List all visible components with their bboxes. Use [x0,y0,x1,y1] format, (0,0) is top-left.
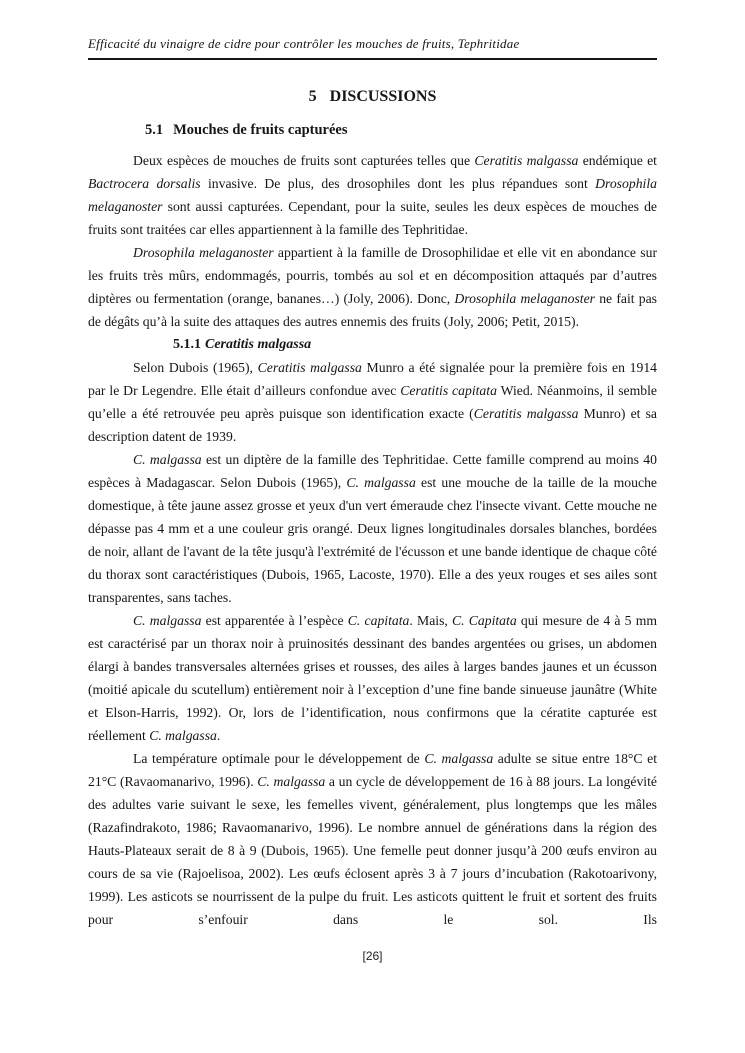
heading-5-1 [88,121,657,140]
heading-5-1-1 [88,333,657,356]
heading-5-1-1-number: 5.1.1 [173,337,201,352]
paragraph: Deux espèces de mouches de fruits sont capturées telles que Ceratitis malgassa endémique et Bactrocera dorsalis invasive. De plus, des drosophiles dont les plus répandues sont Drosophila melaganoster sont aussi capturées. Cependant, pour la suite, seules les deux espèces de mouches de fruits sont traitées car elles appartiennent à la famille des Tephritidae. [88,153,657,237]
running-title: Efficacité du vinaigre de cidre pour contrôler les mouches de fruits, Tephritidae [88,36,520,51]
text-block [88,0,657,931]
chapter-title [88,87,657,107]
chapter-number: 5 [308,88,317,105]
paragraph: Drosophila melaganoster appartient à la famille de Drosophilidae et elle vit en abondance sur les fruits très mûrs, endommagés, pourris, tombés au sol et en décomposition attaqués par d’autres diptères ou fermentation (orange, bananes…) (Joly, 2006). Donc, Drosophila melaganoster ne fait pas de dégâts qu’à la suite des attaques des autres ennemis des fruits (Joly, 2006; Petit, 2015). [88,245,658,329]
page-number: [26] [362,949,383,963]
paragraph: C. malgassa est apparentée à l’espèce C. capitata. Mais, C. Capitata qui mesure de 4 à 5 mm est caractérisé par un thorax noir à pruinosités dessinant des bandes argentées ou grises, un abdomen élargi à bandes transversales alternées grises et rousses, des ailes à larges bandes jaunes et un écusson (moitié apicale du scutellum) entièrement noir à l’exception d’une fine bande sinueuse jaunâtre (White et Elson-Harris, 1992). Or, lors de l’identification, nous confirmons que la cératite capturée est réellement C. malgassa. [88,613,657,743]
running-header [88,0,657,52]
heading-5-1-label: Mouches de fruits capturées [173,122,348,138]
heading-5-1-number: 5.1 [145,122,164,138]
paragraph: Selon Dubois (1965), Ceratitis malgassa Munro a été signalée pour la première fois en 1914 par le Dr Legendre. Elle était d’ailleurs confondue avec Ceratitis capitata Wied. Néanmoins, il semble qu’elle a été retrouvée peu après puisque son identification exacte (Ceratitis malgassa Munro) et sa description datent de 1939. [88,360,658,444]
heading-5-1-1-label: Ceratitis malgassa [205,337,312,352]
page-number-footer [0,949,745,963]
chapter-label: DISCUSSIONS [329,88,437,105]
paragraph: C. malgassa est un diptère de la famille des Tephritidae. Cette famille comprend au moins 40 espèces à Madagascar. Selon Dubois (1965), C. malgassa est une mouche de la taille de la mouche domestique, à tête jaune assez grosse et yeux d'un vert émeraude chez l'insecte vivant. Cette mouche ne dépasse pas 4 mm et a une couleur gris orangé. Deux lignes longitudinales dorsales blanches, bordées de noir, allant de l'avant de la tête jusqu'à l'extrémité de l'écusson et une bande identique de chaque côté du thorax sont caractéristiques (Dubois, 1965, Lacoste, 1970). Elle a des yeux rouges et ses ailes sont transparentes, sans taches. [88,452,657,605]
paragraph: La température optimale pour le développement de C. malgassa adulte se situe entre 18°C et 21°C (Ravaomanarivo, 1996). C. malgassa a un cycle de développement de 16 à 88 jours. La longévité des adultes varie suivant le sexe, les femelles vivent, généralement, plus longtemps que les mâles (Razafindrakoto, 1986; Ravaomanarivo, 1996). Le nombre annuel de générations dans la région des Hauts-Plateaux serait de 8 à 9 (Dubois, 1965). Une femelle peut donner jusqu’à 200 œufs environ au cours de sa vie (Rajoelisoa, 2002). Les œufs éclosent après 3 à 7 jours d’incubation (Rakotoarivony, 1999). Les asticots se nourrissent de la pulpe du fruit. Les asticots quittent le fruit et sortent des fruits pour s’enfouir dans le sol. Ils [88,751,657,927]
header-rule [88,58,657,60]
